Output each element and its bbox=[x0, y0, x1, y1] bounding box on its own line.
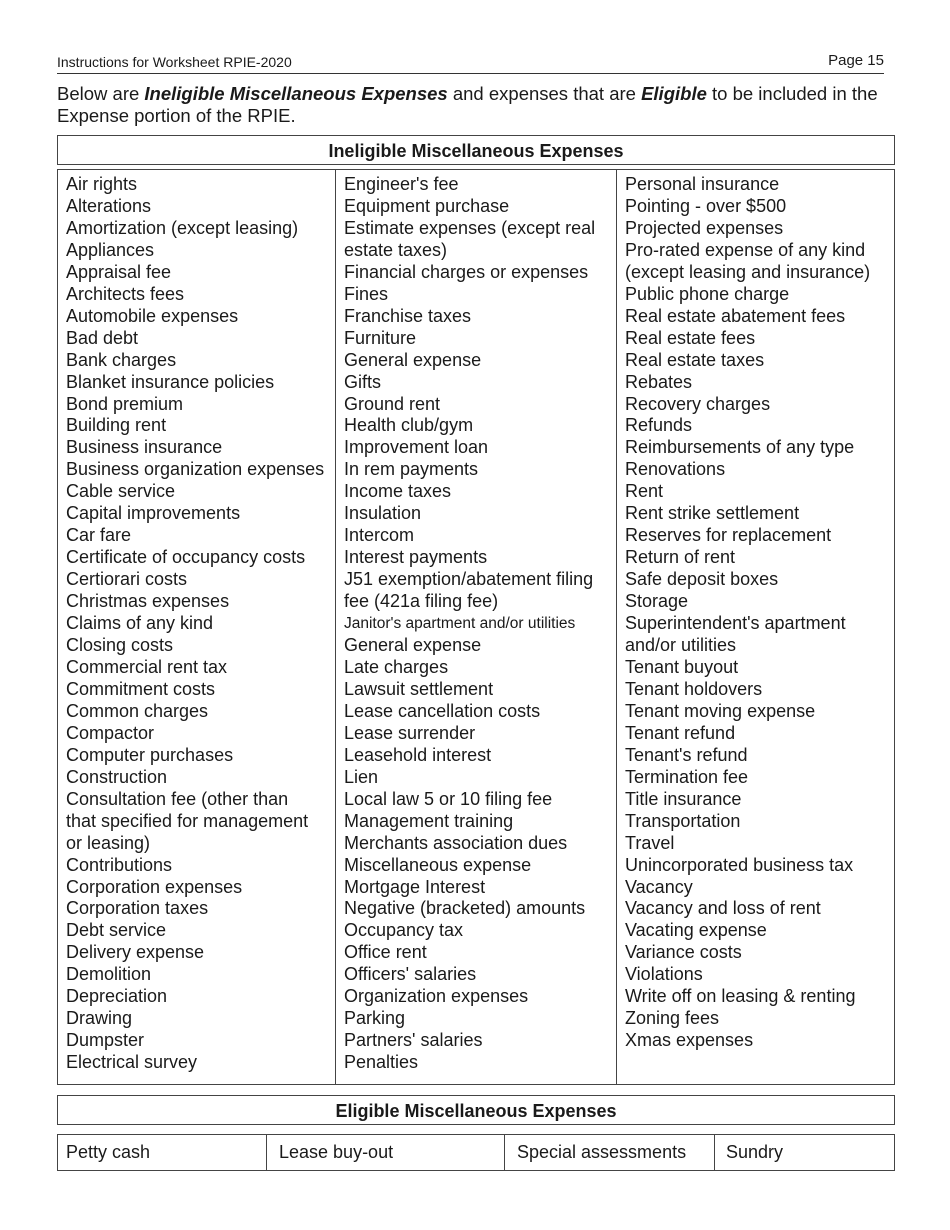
expense-list-item: Certiorari costs bbox=[66, 569, 188, 590]
expense-list-item: Ground rent bbox=[344, 393, 441, 414]
expense-list-item: or leasing) bbox=[66, 832, 151, 853]
expense-list-item: Cable service bbox=[66, 481, 176, 502]
expense-list-item: Reimbursements of any type bbox=[625, 437, 855, 458]
expense-list-item: Tenant refund bbox=[625, 722, 736, 743]
expense-list-item: Franchise taxes bbox=[344, 305, 472, 326]
expense-list-item: Gifts bbox=[344, 371, 382, 392]
expense-list-item: Capital improvements bbox=[66, 503, 241, 524]
expense-list-item: Local law 5 or 10 filing fee bbox=[344, 788, 553, 809]
expense-list-item: Certificate of occupancy costs bbox=[66, 547, 306, 568]
intro-text-2: and expenses that are bbox=[447, 83, 642, 104]
expense-list-item: Variance costs bbox=[625, 942, 742, 963]
expense-list-item: Architects fees bbox=[66, 283, 185, 304]
ineligible-column-1 bbox=[58, 170, 336, 1084]
expense-list-item: Improvement loan bbox=[344, 437, 489, 458]
expense-list-item: Tenant holdovers bbox=[625, 678, 763, 699]
eligible-expenses-table bbox=[57, 1134, 895, 1171]
expense-list-item: Pro-rated expense of any kind bbox=[625, 239, 866, 260]
expense-list-item: Tenant's refund bbox=[625, 744, 748, 765]
expense-list-item: Corporation expenses bbox=[66, 876, 243, 897]
expense-list-item: Lease cancellation costs bbox=[344, 700, 541, 721]
expense-list-item: Blanket insurance policies bbox=[66, 371, 275, 392]
expense-list-item: Management training bbox=[344, 810, 514, 831]
expense-list-item: Debt service bbox=[66, 920, 167, 941]
expense-list-item: Computer purchases bbox=[66, 744, 234, 765]
expense-list-item: Furniture bbox=[344, 327, 417, 348]
expense-list-item: Interest payments bbox=[344, 547, 488, 568]
expense-list-item: Storage bbox=[625, 591, 689, 612]
intro-bold-eligible: Eligible bbox=[641, 83, 707, 104]
expense-list-item: Travel bbox=[625, 832, 675, 853]
expense-list-item: Vacancy bbox=[625, 876, 693, 897]
ineligible-column-2 bbox=[336, 170, 617, 1084]
expense-list-item: Reserves for replacement bbox=[625, 525, 832, 546]
expense-list-item: J51 exemption/abatement filing bbox=[344, 569, 594, 590]
expense-list-item: Renovations bbox=[625, 459, 726, 480]
expense-list-item: Parking bbox=[344, 1008, 406, 1029]
eligible-table-title: Eligible Miscellaneous Expenses bbox=[57, 1095, 895, 1125]
expense-list-item: Safe deposit boxes bbox=[625, 569, 779, 590]
expense-list-item: Income taxes bbox=[344, 481, 452, 502]
ineligible-table-title: Ineligible Miscellaneous Expenses bbox=[57, 135, 895, 165]
expense-list-item: Common charges bbox=[66, 700, 209, 721]
expense-list-item: Transportation bbox=[625, 810, 741, 831]
expense-list-item: Return of rent bbox=[625, 547, 736, 568]
expense-list-item: and/or utilities bbox=[625, 635, 737, 656]
eligible-cell: Special assessments bbox=[505, 1135, 715, 1170]
expense-list-item: Appliances bbox=[66, 239, 155, 260]
expense-list-item: Business organization expenses bbox=[66, 459, 325, 480]
expense-list-item: Compactor bbox=[66, 722, 155, 743]
expense-list-item: Consultation fee (other than bbox=[66, 788, 289, 809]
expense-list-item: Fines bbox=[344, 283, 389, 304]
expense-list-item: Christmas expenses bbox=[66, 591, 230, 612]
expense-list-item: Projected expenses bbox=[625, 217, 784, 238]
expense-list-item: Bond premium bbox=[66, 393, 184, 414]
expense-list-item: General expense bbox=[344, 349, 482, 370]
expense-list-item: In rem payments bbox=[344, 459, 479, 480]
expense-list-item: Engineer's fee bbox=[344, 174, 459, 194]
expense-list-item: Real estate abatement fees bbox=[625, 305, 846, 326]
expense-list-item: Real estate fees bbox=[625, 327, 756, 348]
eligible-cell: Petty cash bbox=[58, 1135, 267, 1170]
expense-list-item: Lien bbox=[344, 766, 379, 787]
expense-list-item: Dumpster bbox=[66, 1030, 145, 1051]
expense-list-item: Tenant moving expense bbox=[625, 700, 816, 721]
expense-list-item: Rent bbox=[625, 481, 664, 502]
expense-list-item: Vacancy and loss of rent bbox=[625, 898, 821, 919]
expense-list-item: Organization expenses bbox=[344, 986, 529, 1007]
expense-list-item: Delivery expense bbox=[66, 942, 205, 963]
expense-list-item: Construction bbox=[66, 766, 168, 787]
expense-list-item: (except leasing and insurance) bbox=[625, 261, 871, 282]
expense-list-item: Financial charges or expenses bbox=[344, 261, 589, 282]
expense-list-item: Public phone charge bbox=[625, 283, 790, 304]
expense-list-item: Superintendent's apartment bbox=[625, 613, 846, 634]
expense-list-item: Alterations bbox=[66, 195, 152, 216]
intro-paragraph bbox=[57, 83, 897, 127]
expense-list-item: Title insurance bbox=[625, 788, 742, 809]
expense-list-item: Amortization (except leasing) bbox=[66, 217, 299, 238]
expense-list-item: Electrical survey bbox=[66, 1052, 198, 1073]
expense-list-item: Leasehold interest bbox=[344, 744, 492, 765]
expense-list-item: Negative (bracketed) amounts bbox=[344, 898, 586, 919]
expense-list-item: Equipment purchase bbox=[344, 195, 510, 216]
page-header bbox=[57, 52, 884, 74]
intro-text-3: to be included in the Expense portion of the RPIE. bbox=[57, 83, 878, 126]
expense-list-item: Rebates bbox=[625, 371, 693, 392]
expense-list-item: Commercial rent tax bbox=[66, 656, 228, 677]
expense-list-item: Unincorporated business tax bbox=[625, 854, 854, 875]
expense-list-item: Appraisal fee bbox=[66, 261, 172, 282]
expense-list-item: Penalties bbox=[344, 1052, 419, 1073]
eligible-cell: Lease buy-out bbox=[267, 1135, 505, 1170]
expense-list-item: Lease surrender bbox=[344, 722, 476, 743]
expense-list-item: Lawsuit settlement bbox=[344, 678, 494, 699]
intro-text-1: Below are bbox=[57, 83, 145, 104]
expense-list-item: Estimate expenses (except real bbox=[344, 217, 596, 238]
expense-list-item: Bad debt bbox=[66, 327, 139, 348]
expense-list-item: Termination fee bbox=[625, 766, 749, 787]
expense-list-item: Air rights bbox=[66, 174, 138, 194]
expense-list-item: Building rent bbox=[66, 415, 167, 436]
expense-list-item: Business insurance bbox=[66, 437, 223, 458]
expense-list-item: Intercom bbox=[344, 525, 415, 546]
expense-list-item: Late charges bbox=[344, 656, 449, 677]
expense-list-item: Corporation taxes bbox=[66, 898, 209, 919]
expense-list-item: that specified for management bbox=[66, 810, 309, 831]
expense-list-item: Drawing bbox=[66, 1008, 133, 1029]
expense-list-item: Write off on leasing & renting bbox=[625, 986, 856, 1007]
ineligible-expenses-table bbox=[57, 169, 895, 1085]
expense-list-item: Closing costs bbox=[66, 635, 174, 656]
expense-list-item: Recovery charges bbox=[625, 393, 771, 414]
expense-list-item: Demolition bbox=[66, 964, 152, 985]
expense-list-item: Car fare bbox=[66, 525, 132, 546]
expense-list-item: Violations bbox=[625, 964, 703, 985]
expense-list-item: Mortgage Interest bbox=[344, 876, 486, 897]
expense-list-item: Commitment costs bbox=[66, 678, 216, 699]
expense-list-item: Refunds bbox=[625, 415, 693, 436]
expense-list-item: Vacating expense bbox=[625, 920, 767, 941]
expense-list-item: Personal insurance bbox=[625, 174, 780, 194]
expense-list-item: Merchants association dues bbox=[344, 832, 568, 853]
expense-list-item: Zoning fees bbox=[625, 1008, 720, 1029]
page-number: Page 15 bbox=[828, 52, 884, 69]
expense-list-item: Pointing - over $500 bbox=[625, 195, 787, 216]
expense-list-item: Claims of any kind bbox=[66, 613, 214, 634]
ineligible-column-3 bbox=[617, 170, 894, 1084]
intro-bold-ineligible: Ineligible Miscellaneous Expenses bbox=[144, 83, 448, 104]
expense-list-item: Xmas expenses bbox=[625, 1030, 754, 1051]
expense-list-item: Occupancy tax bbox=[344, 920, 464, 941]
expense-list-item: Partners' salaries bbox=[344, 1030, 483, 1051]
expense-list-item: Bank charges bbox=[66, 349, 177, 370]
expense-list-item: Insulation bbox=[344, 503, 422, 524]
expense-list-item: General expense bbox=[344, 635, 482, 656]
expense-list-item: Janitor's apartment and/or utilities bbox=[344, 615, 576, 633]
expense-list-item: Tenant buyout bbox=[625, 656, 739, 677]
expense-list-item: fee (421a filing fee) bbox=[344, 591, 499, 612]
expense-list-item: Office rent bbox=[344, 942, 427, 963]
expense-list-item: Automobile expenses bbox=[66, 305, 239, 326]
expense-list-item: estate taxes) bbox=[344, 239, 448, 260]
expense-list-item: Real estate taxes bbox=[625, 349, 765, 370]
expense-list-item: Officers' salaries bbox=[344, 964, 477, 985]
expense-list-item: Contributions bbox=[66, 854, 173, 875]
expense-list-item: Miscellaneous expense bbox=[344, 854, 532, 875]
expense-list-item: Health club/gym bbox=[344, 415, 474, 436]
eligible-cell: Sundry bbox=[726, 1142, 784, 1162]
document-title: Instructions for Worksheet RPIE-2020 bbox=[57, 54, 292, 70]
expense-list-item: Depreciation bbox=[66, 986, 168, 1007]
expense-list-item: Rent strike settlement bbox=[625, 503, 800, 524]
